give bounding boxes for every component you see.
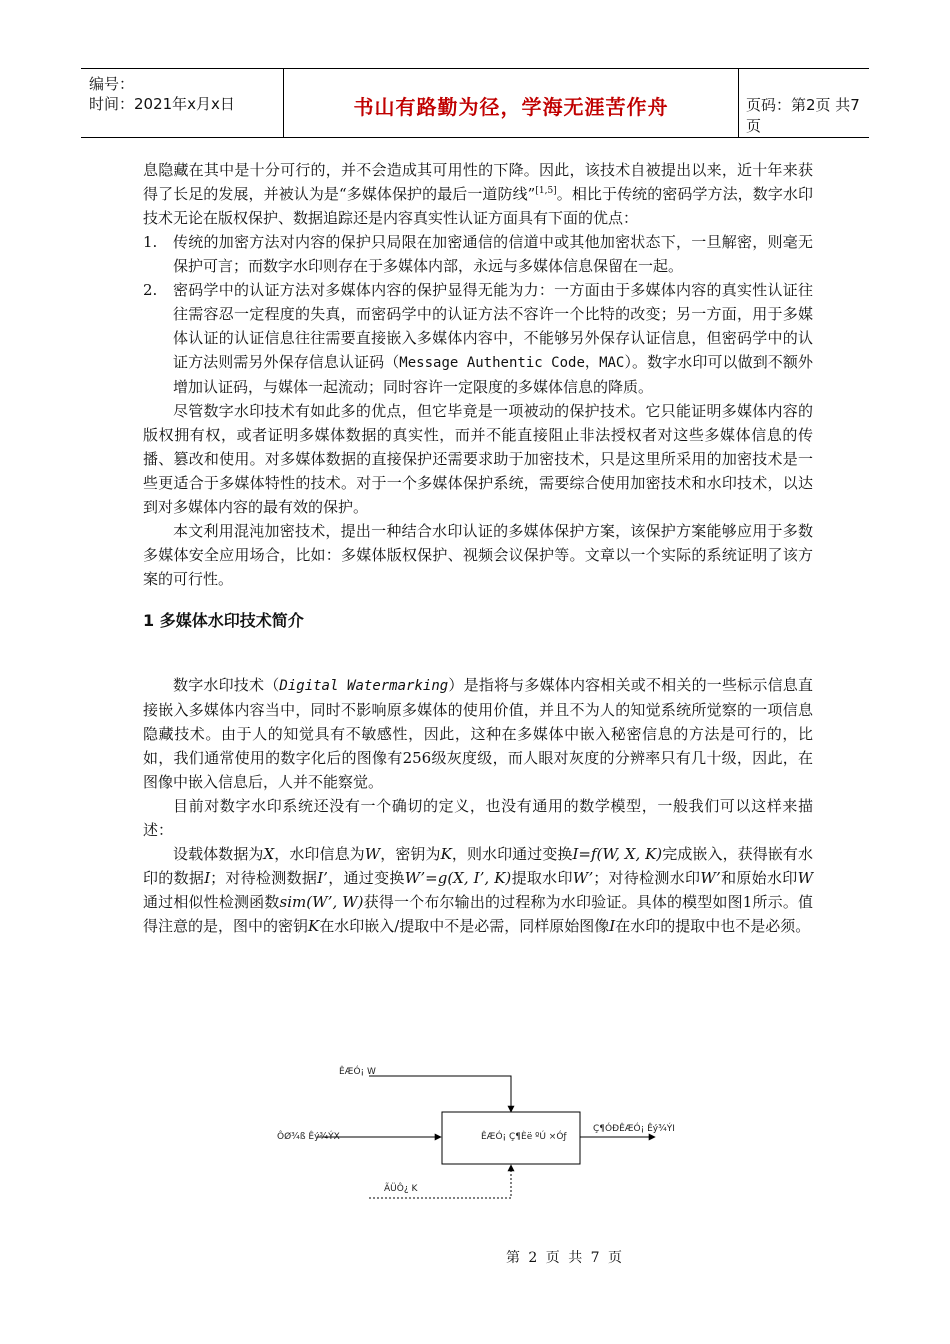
citation-ref: [1,5] xyxy=(535,186,557,196)
watermark-label: ÊÆÓ¡ W xyxy=(339,1067,376,1077)
list-text: 密码学中的认证方法对多媒体内容的保护显得无能为力：一方面由于多媒体内容的真实性认证往往需容忍一定程度的失真，而密码学中的认证方法不容许一个比特的改变；另一方面，用于多媒体认证的认证信息往往需要直接嵌入多媒体内容中，不能够另外保存认证信息，但密码学中的认证方法则需另外保存信息认证码（Message Authentic Code，MAC）。数字水印可以做到不额外增加认证码，与媒体一起流动；同时容许一定限度的多媒体信息的降质。 xyxy=(173,281,813,396)
key-label: ÃÜÔ¿ K xyxy=(384,1184,418,1194)
document-body xyxy=(143,158,813,938)
paragraph-model-definition: 设载体数据为X，水印信息为W，密钥为K，则水印通过变换I=f(W, X, K)完成嵌入，获得嵌有水印的数据I；对待检测数据I’，通过变换W’=g(X, I’, K)提取水印W’；对待检测水印W’和原始水印W通过相似性检测函数sim(W’, W)获得一个布尔输出的过程称为水印验证。具体的模型如图1所示。值得注意的是，图中的密钥K在水印嵌入/提取中不是必需，同样原始图像I在水印的提取中也不是必须。 xyxy=(143,845,814,935)
header-left-cell xyxy=(81,69,283,137)
watermark-embedding-diagram xyxy=(143,1064,813,1214)
page-footer xyxy=(0,1247,950,1267)
embedding-box-label: ÊÆÓ¡ Ç¶Èë ºÚ ×Óƒ xyxy=(481,1132,567,1142)
carrier-data-label: ÔØ¾ß Êý¾ÝX xyxy=(277,1132,340,1142)
diagram-svg xyxy=(143,1064,813,1214)
paragraph: 目前对数字水印系统还没有一个确切的定义，也没有通用的数学模型，一般我们可以这样来描述： xyxy=(143,797,813,839)
list-item xyxy=(143,230,813,278)
list-number: 1. xyxy=(143,233,158,251)
watermark-input-arrow xyxy=(369,1076,511,1112)
list-text: 传统的加密方法对内容的保护只局限在加密通信的信道中或其他加密状态下，一旦解密，则毫无保护可言；而数字水印则存在于多媒体内部，永远与多媒体信息保留在一起。 xyxy=(173,233,813,275)
page-header xyxy=(81,68,869,138)
list-item xyxy=(143,278,813,399)
watermarked-data-label: Ç¶ÓÐÊÆÓ¡ Êý¾ÝI xyxy=(593,1124,675,1134)
footer-page-number: 第 2 页 共 7 页 xyxy=(505,1250,625,1266)
header-center-cell xyxy=(283,69,739,137)
paragraph-continuation: 息隐藏在其中是十分可行的，并不会造成其可用性的下降。因此，该技术自被提出以来，近十年来获得了长足的发展，并被认为是“多媒体保护的最后一道防线”[1,5]。相比于传统的密码学方法，数字水印技术无论在版权保护、数据追踪还是内容真实性认证方面具有下面的优点： xyxy=(143,161,813,227)
section-heading: 1 多媒体水印技术简介 xyxy=(143,611,304,630)
date-label: 时间：2021年x月x日 xyxy=(89,95,235,113)
paragraph: 数字水印技术（Digital Watermarking）是指将与多媒体内容相关或不相关的一些标示信息直接嵌入多媒体内容当中，同时不影响原多媒体的使用价值，并且不为人的知觉系统所觉察的一项信息隐藏技术。由于人的知觉具有不敏感性，因此，这种在多媒体中嵌入秘密信息的方法是可行的，比如，我们通常使用的数字化后的图像有256级灰度级，而人眼对灰度的分辨率只有几十级，因此，在图像中嵌入信息后，人并不能察觉。 xyxy=(143,676,813,791)
header-page-label: 页码：第2页 共7页 xyxy=(746,96,860,135)
paragraph: 本文利用混沌加密技术，提出一种结合水印认证的多媒体保护方案，该保护方案能够应用于多数多媒体安全应用场合，比如：多媒体版权保护、视频会议保护等。文章以一个实际的系统证明了该方案的可行性。 xyxy=(143,522,813,588)
paragraph: 尽管数字水印技术有如此多的优点，但它毕竟是一项被动的保护技术。它只能证明多媒体内容的版权拥有权，或者证明多媒体数据的真实性，而并不能直接阻止非法授权者对这些多媒体信息的传播、篡改和使用。对多媒体数据的直接保护还需要求助于加密技术，只是这里所采用的加密技术是一些更适合于多媒体特性的技术。对于一个多媒体保护系统，需要综合使用加密技术和水印技术，以达到对多媒体内容的最有效的保护。 xyxy=(143,402,813,516)
number-label: 编号： xyxy=(89,75,135,93)
list-number: 2. xyxy=(143,281,158,299)
header-motto: 书山有路勤为径，学海无涯苦作舟 xyxy=(353,95,669,119)
header-right-cell xyxy=(738,69,869,137)
